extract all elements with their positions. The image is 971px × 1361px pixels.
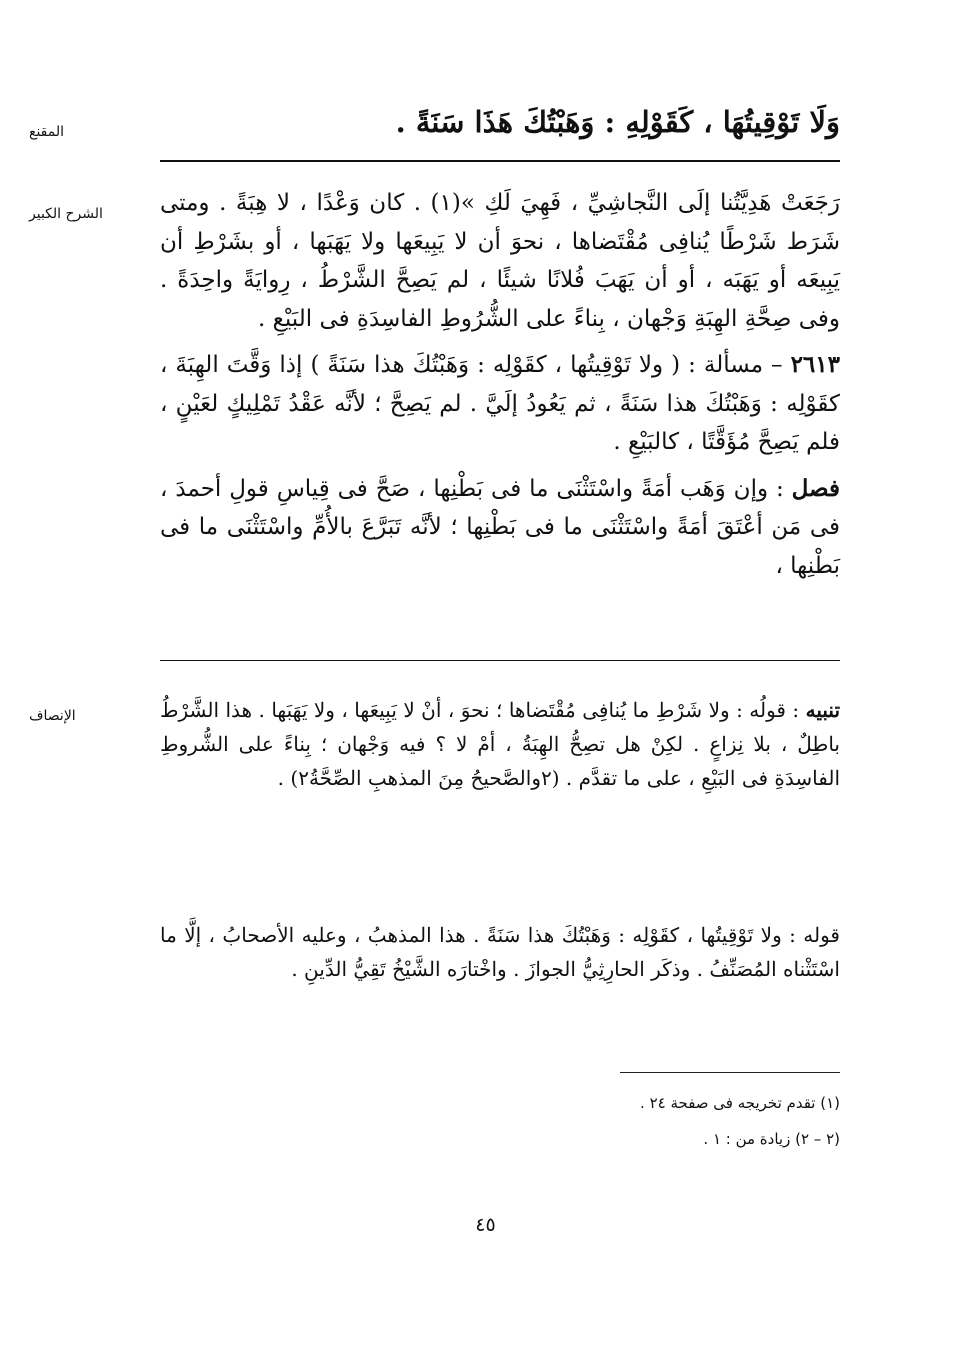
footnote-divider bbox=[620, 1072, 840, 1073]
footnote-2: (٢ – ٢) زيادة من : ١ . bbox=[703, 1130, 840, 1148]
insaf-paragraph-2: قوله : ولا تَوْقِيتُها ، كقَوْلِه : وَهَبْتُكَ هذا سَنَةً . هذا المذهبُ ، وعليه الأصحابُ ، إلَّا ما اسْتَثْناه المُصَنِّفُ . وذكَر الحارِثِيُّ الجوازَ . واخْتارَه الشَّيْخُ تَقِيُّ الدِّينِ . bbox=[160, 923, 840, 981]
tanbih-heading: تنبيه bbox=[805, 698, 841, 722]
margin-label-insaf: الإنصاف bbox=[29, 708, 76, 724]
fasl-text: : وإن وَهَب أمَةً واسْتَثْنَى ما فى بَطْنِها ، صَحَّ فى قِياسِ قولِ أحمدَ ، فى مَن أعْتَقَ أمَةً واسْتَثْنَى ما فى بَطْنِها ؛ لأنَّه تَبَرَّعَ بالأُمِّ واسْتَثْنَى ما فى بَطْنِها ، bbox=[160, 475, 840, 579]
paragraph-gap bbox=[160, 338, 840, 346]
muqni-text: وَلَا تَوْقِيتُهَا ، كَقَوْلِهِ : وَهَبْتُكَ هَذَا سَنَةً . bbox=[395, 105, 840, 139]
margin-label-sharh: الشرح الكبير bbox=[29, 206, 103, 222]
footnote-1: (١) تقدم تخريجه فى صفحة ٢٤ . bbox=[640, 1094, 840, 1112]
tanbih-text: : قولُه : ولا شَرْطِ ما يُنافِى مُقْتَضاها ؛ نحوَ ، أنْ لا يَبِيعَها ، ولا يَهَبَها . هذا الشَّرْطُ باطِلٌ ، بلا نِزاعٍ . لكِنْ هل تصِحُّ الهِبَةُ ، أمْ لا ؟ فيه وَجْهان ؛ بِناءً على الشُّروطِ الفاسِدَةِ فى البَيْعِ ، على ما تقدَّم . (٢والصَّحيحُ مِنَ المذهبِ الصِّحَّةُ٢) . bbox=[160, 698, 840, 790]
sharh-body bbox=[160, 184, 840, 585]
paragraph-gap bbox=[160, 462, 840, 470]
margin-label-muqni: المقنع bbox=[29, 124, 65, 140]
fasl-heading: فصل bbox=[791, 474, 840, 502]
page-number: ٤٥ bbox=[475, 1214, 496, 1236]
sharh-paragraph-1: رَجَعَتْ هَدِيَّتُنا إلَى النَّجاشِيِّ ، فَهِيَ لَكِ »(١) . كان وَعْدًا ، لا هِبَةً . ومتى شَرَط شَرْطًا يُنافِى مُقْتَضاها ، نحوَ أن لا يَبِيعَها ولا يَهَبَها ، أو بشَرْطِ أن يَبِيعَه أو يَهَبَه ، أو أن يَهَبَ فُلانًا شيئًا ، لم يَصِحَّ الشَّرْطُ ، رِوايَةً واحِدَةً . وفى صِحَّةِ الهِبَةِ وَجْهان ، بِناءً على الشُّرُوطِ الفاسِدَةِ فى البَيْعِ . bbox=[160, 190, 840, 332]
issue-number: ٢٦١٣ bbox=[790, 351, 840, 378]
insaf-tanbih bbox=[160, 693, 840, 795]
issue-text: – مسألة : ( ولا تَوْقِيتُها ، كقَوْلِه : وَهَبْتُكَ هذا سَنَةً ) إذا وَقَّتَ الهِبَةَ ، كقَوْلِه : وَهَبْتُكَ هذا سَنَةً ، ثم يَعُودُ إلَيَّ . لم يَصِحَّ ؛ لأنَّه عَقْدُ تَمْلِيكٍ لعَيْنٍ ، فلم يَصِحَّ مُؤَقَّتًا ، كالبَيْعِ . bbox=[160, 352, 840, 455]
section-divider-top bbox=[160, 160, 840, 162]
section-divider-middle bbox=[160, 660, 840, 661]
